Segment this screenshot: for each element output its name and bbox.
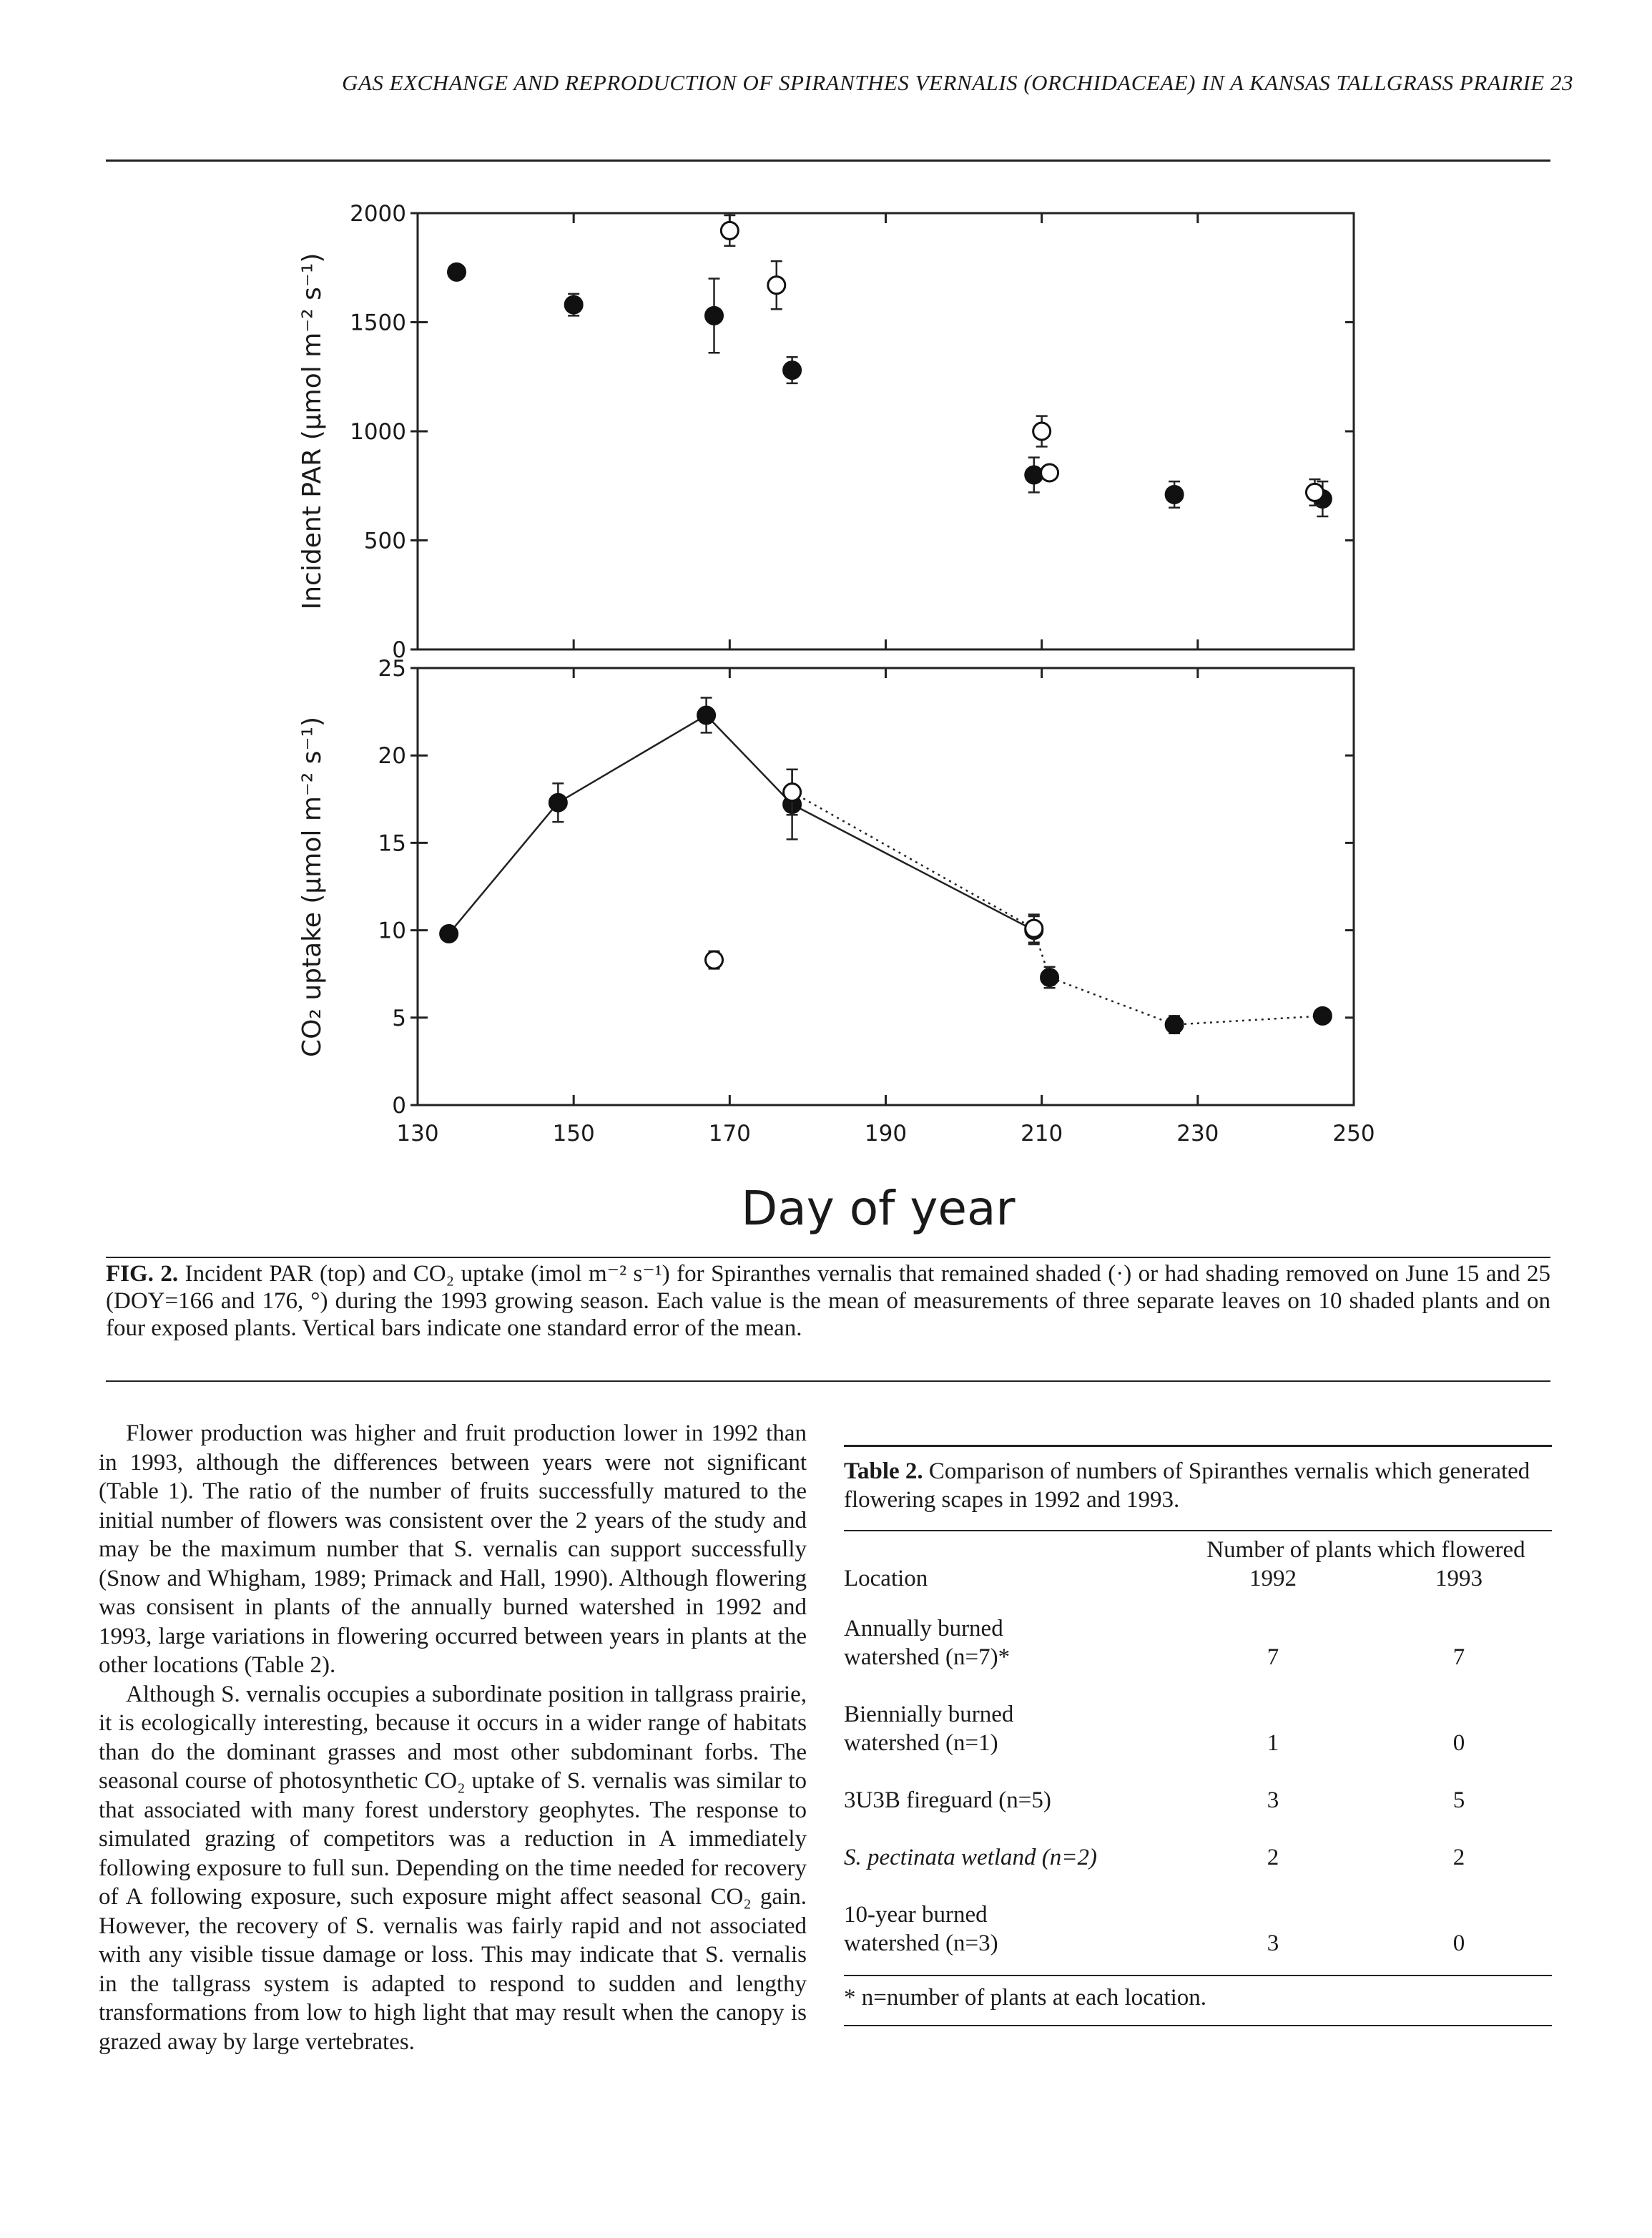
body-paragraph-2: Although S. vernalis occupies a subordinate position in tallgrass prairie, it is ecologically interesting, because it occurs in a wider range of habitats than do the dominant grasses and most other subdominant forbs. The seasonal course of photosynthetic CO₂ uptake of S. vernalis was similar to that associated with many forest understory geophytes. The response to simulated grazing of competitors was a reduction in A immediately following exposure to full sun. Depending on the time needed for recovery of A following exposure, such exposure might affect seasonal CO₂ gain. However, the recovery of S. vernalis was fairly rapid and not associated with any visible tissue damage or loss. This may indicate that S. vernalis in the tallgrass system is adapted to respond to sudden and lengthy transformations from low to high light that may result when the canopy is grazed away by large vertebrates. (99, 1681, 807, 2055)
co2-shaded-line-dotted (1034, 931, 1323, 1025)
co2-shaded-point (698, 707, 715, 724)
par-shaded-point (706, 307, 723, 324)
table-cell-1993: 0 (1452, 1730, 1465, 1756)
x-tick-label: 210 (1021, 1121, 1063, 1147)
table-cell-location: Annually burned watershed (n=7)* (844, 1616, 1011, 1670)
table-top-rule (844, 1445, 1552, 1447)
co2-exposed-point (706, 951, 723, 968)
table-caption (844, 1457, 1552, 1514)
table-header-1992: 1992 (1249, 1566, 1297, 1591)
par-y-tick-label: 2000 (350, 201, 406, 227)
table-cell-location: 3U3B fireguard (n=5) (844, 1787, 1051, 1813)
co2-shaded-point (1041, 969, 1058, 986)
co2-exposed-point (1026, 920, 1043, 937)
table-bottom-rule (844, 1975, 1552, 1976)
co2-shaded-point (1166, 1016, 1183, 1034)
par-y-tick-label: 500 (363, 528, 406, 554)
co2-y-tick-label: 0 (392, 1093, 406, 1119)
table-cell-1993: 7 (1452, 1644, 1465, 1670)
table-header-blank (844, 1536, 1180, 1564)
table-body (844, 1536, 1552, 1958)
par-exposed-point (721, 222, 738, 239)
table-cell-1992: 7 (1267, 1644, 1279, 1670)
par-plot-frame (418, 213, 1354, 649)
table-row (844, 1900, 1552, 1958)
table-header-location: Location (844, 1566, 928, 1591)
x-tick-label: 190 (864, 1121, 908, 1147)
table-end-rule (844, 2025, 1552, 2026)
x-axis-title: Day of year (741, 1181, 1016, 1236)
par-exposed-point (1041, 464, 1058, 481)
table-cell-1993: 0 (1452, 1930, 1465, 1956)
table-cell-location: S. pectinata wetland (n=2) (844, 1845, 1098, 1870)
par-exposed-point (1033, 423, 1051, 440)
par-shaded-point (565, 296, 582, 313)
co2-y-tick-label: 5 (392, 1005, 406, 1031)
running-header: GAS EXCHANGE AND REPRODUCTION OF SPIRANTHES VERNALIS (ORCHIDACEAE) IN A KANSAS TALLGRASS PRAIRIE 23 (342, 70, 1573, 95)
table-header-row (844, 1536, 1552, 1564)
par-exposed-point (768, 277, 785, 294)
par-y-axis-title: Incident PAR (μmol m⁻² s⁻¹) (298, 252, 327, 610)
x-tick-label: 250 (1332, 1121, 1375, 1147)
body-paragraph-1: Flower production was higher and fruit production lower in 1992 than in 1993, although the differences between years were not significant (Table 1). The ratio of the number of fruits successfully matured to the initial number of flowers was consistent over the 2 years of the study and may be the maximum number that S. vernalis can support successfully (Snow and Whigham, 1989; Primack and Hall, 1990). Although flowering was consisent in plants of the annually burned watershed in 1992 and 1993, large variations in flowering occurred between years in plants at the other locations (Table 2). (99, 1420, 807, 1678)
table-footnote: * n=number of plants at each location. (844, 1985, 1207, 2011)
table-cell-1992: 3 (1267, 1787, 1279, 1813)
figure-marks (441, 215, 1332, 1034)
table-row (844, 1786, 1552, 1815)
table-row (844, 1700, 1552, 1757)
par-shaded-point (784, 362, 801, 379)
table-cell-1992: 2 (1267, 1845, 1279, 1870)
table-caption-text: Comparison of numbers of Spiranthes vernalis which generated flowering scapes in 1992 and 1993. (844, 1458, 1530, 1513)
x-tick-label: 130 (396, 1121, 439, 1147)
table-2 (844, 1445, 1552, 2026)
par-exposed-point (1306, 484, 1323, 501)
table-header-1993: 1993 (1435, 1566, 1483, 1591)
x-tick-label: 170 (708, 1121, 751, 1147)
table-head-rule (844, 1530, 1552, 1531)
co2-shaded-point (549, 794, 566, 811)
par-shaded-point (448, 263, 466, 280)
par-y-tick-label: 0 (392, 637, 406, 663)
co2-y-axis-title: CO₂ uptake (μmol m⁻² s⁻¹) (298, 716, 327, 1058)
co2-y-tick-label: 25 (378, 656, 406, 682)
co2-plot-frame (418, 668, 1354, 1105)
co2-y-tick-label: 15 (378, 830, 406, 857)
table-row (844, 1614, 1552, 1672)
body-text (99, 1419, 807, 2056)
par-y-tick-label: 1500 (350, 310, 406, 336)
co2-shaded-point (441, 925, 458, 942)
figure-bottom-rule (106, 1257, 1550, 1258)
table-cell-1993: 5 (1452, 1787, 1465, 1813)
par-shaded-point (1166, 486, 1183, 503)
table-caption-label: Table 2. (844, 1458, 923, 1484)
table-cell-location: 10-year burned watershed (n=3) (844, 1902, 998, 1956)
figure-caption-label: FIG. 2. (106, 1261, 179, 1287)
co2-y-tick-label: 20 (378, 743, 406, 770)
table-cell-1993: 2 (1452, 1845, 1465, 1870)
co2-shaded-line-solid (449, 715, 1034, 934)
table-cell-1992: 1 (1267, 1730, 1279, 1756)
x-tick-label: 150 (552, 1121, 595, 1147)
table-header-row-2 (844, 1564, 1552, 1593)
table-cell-1992: 3 (1267, 1930, 1279, 1956)
table-cell-location: Biennially burned watershed (n=1) (844, 1702, 1014, 1756)
table-row (844, 1843, 1552, 1872)
x-tick-label: 230 (1176, 1121, 1219, 1147)
co2-exposed-line-dotted (792, 792, 1034, 929)
co2-y-tick-label: 10 (378, 918, 406, 944)
table-header-group: Number of plants which flowered (1206, 1537, 1525, 1563)
figure-axes (298, 201, 1375, 1147)
caption-bottom-rule (106, 1380, 1550, 1382)
figure-caption (106, 1260, 1550, 1342)
co2-shaded-point (1314, 1007, 1331, 1024)
par-y-tick-label: 1000 (350, 419, 406, 445)
par-shaded-point (1026, 466, 1043, 484)
co2-exposed-point (784, 784, 801, 801)
figure-caption-text: Incident PAR (top) and CO₂ uptake (imol m⁻² s⁻¹) for Spiranthes vernalis that remained shaded (·) or had shading removed on June 15 and 25 (DOY=166 and 176, °) during the 1993 growing season. Each value is the mean of measurements of three separate leaves on 10 shaded plants and on four exposed plants. Vertical bars indicate one standard error of the mean. (106, 1261, 1551, 1341)
